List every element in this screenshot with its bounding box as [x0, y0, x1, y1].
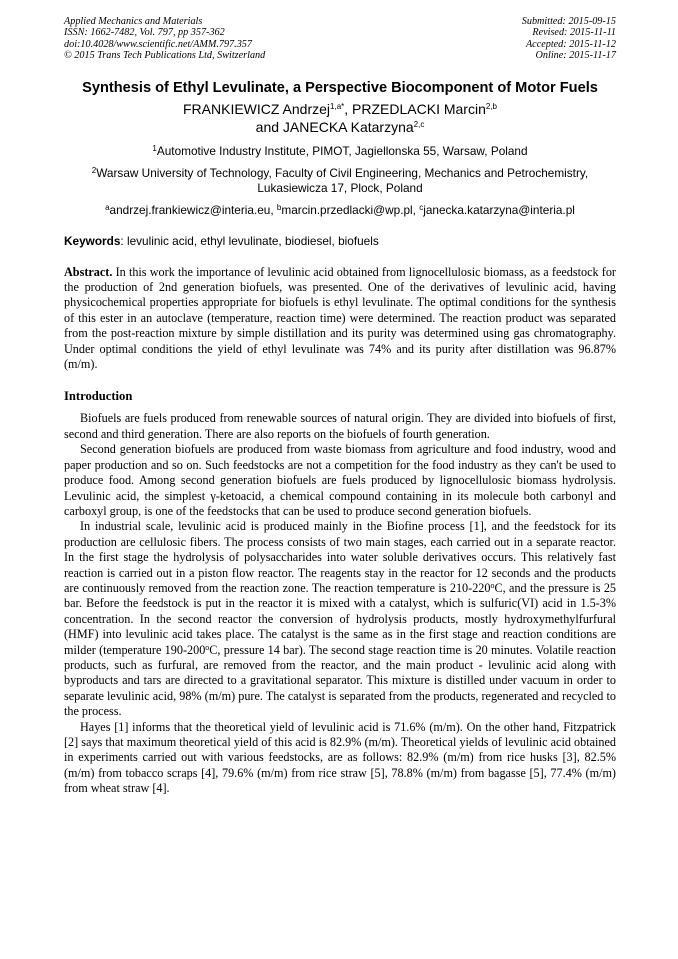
journal-issn: ISSN: 1662-7482, Vol. 797, pp 357-362	[64, 27, 225, 39]
affiliation-text: Automotive Industry Institute, PIMOT, Jagiellonska 55, Warsaw, Poland	[156, 143, 528, 158]
author-name: JANECKA Katarzyna	[282, 118, 414, 135]
email-mark: b	[276, 202, 282, 212]
email-address: andrzej.frankiewicz@interia.eu,	[109, 202, 277, 217]
submission-dates	[522, 16, 616, 62]
email-address: marcin.przedlacki@wp.pl,	[281, 202, 420, 217]
affiliation-mark: 1	[152, 143, 157, 153]
affiliation-1	[64, 144, 616, 159]
date-revised: Revised: 2015-11-11	[532, 27, 616, 39]
author-affiliation-mark: 2,b	[485, 101, 497, 111]
intro-paragraph-3	[64, 519, 616, 719]
email-mark: c	[419, 202, 424, 212]
author-affiliation-mark: 1,a*	[330, 101, 345, 111]
abstract-text: In this work the importance of levulinic acid obtained from lignocellulosic biomass, as a feedstock for the production of 2nd generation biofuels, was presented. One of the derivatives of levulinic acid, having physicochemical properties appropriate for biofuels is ethyl levulinate. The optimal conditions for the synthesis of this ester in an autoclave (temperature, reaction time) were determined. The reaction product was separated from the post-reaction mixture by simple distillation and its purity was determined using gas chromatography. Under optimal conditions the yield of ethyl levulinate was 74% and its purity after distillation was 96.87% (m/m).	[64, 264, 616, 372]
intro-paragraph-1: Biofuels are fuels produced from renewable sources of natural origin. They are divided into biofuels of first, second and third generation. There are also reports on the biofuels of fourth generation.	[64, 411, 616, 441]
keywords-label: Keywords	[64, 233, 121, 248]
section-heading-introduction: Introduction	[64, 389, 133, 404]
date-submitted: Submitted: 2015-09-15	[521, 16, 616, 27]
author-list	[64, 100, 616, 136]
author-name: PRZEDLACKI Marcin	[352, 100, 486, 117]
abstract	[64, 265, 616, 373]
intro-paragraph-4: Hayes [1] informs that the theoretical yield of levulinic acid is 71.6% (m/m). On the other hand, Fitzpatrick [2] says that maximum theoretical yield of this acid is 82.9% (m/m). Theoretical yields of levulinic acid obtained in experiments carried out with various feedstocks, are as follows: 82.9% (m/m) from rice husks [3], 82.5% (m/m) from tobacco scraps [4], 79.6% (m/m) from rice straw [5], 78.8% (m/m) from bagasse [5], 77.4% (m/m) from wheat straw [4].	[64, 719, 616, 796]
affiliation-2	[64, 166, 616, 196]
paragraph-text: In industrial scale, levulinic acid is produced mainly in the Biofine process [1], and the feedstock for its production are cellulosic fibers. The process consists of two main stages, each carried out in a separate reactor. In the first stage the hydrolysis of polysaccharides into water soluble derivatives occurs. This relatively fast reaction is carried out in a piston flow reactor. The reagents stay in the reactor for 12 seconds and the products are continuously removed from the reaction zone. The reaction temperature is 210-220	[64, 519, 616, 595]
author-separator: ,	[344, 100, 353, 117]
intro-paragraph-2: Second generation biofuels are produced from waste biomass from agriculture and food industry, wood and paper production and so on. Such feedstocks are not a competition for the food industry as they can't be used to produce food. Among second generation biofuels are fuels produced by lignocellulosic biomass hydrolysis. Levulinic acid, the simplest γ-ketoacid, a chemical compound containing in its molecule both carbonyl and carboxyl group, is one of the feedstocks that can be used to produce second generation biofuels.	[64, 442, 616, 518]
journal-doi: doi:10.4028/www.scientific.net/AMM.797.357	[64, 38, 252, 50]
date-online: Online: 2015-11-17	[535, 50, 616, 62]
keywords-text: : levulinic acid, ethyl levulinate, biodiesel, biofuels	[120, 233, 379, 248]
author-conjunction: and	[255, 118, 283, 135]
paper-page	[64, 16, 616, 797]
affiliation-text: Warsaw University of Technology, Faculty of Civil Engineering, Mechanics and Petrochemistry, Lukasiewicza 17, Plock, Poland	[96, 165, 589, 195]
author-name: FRANKIEWICZ Andrzej	[183, 100, 331, 117]
journal-copyright: © 2015 Trans Tech Publications Ltd, Switzerland	[64, 50, 266, 62]
degree-mark: o	[205, 642, 210, 652]
date-accepted: Accepted: 2015-11-12	[525, 38, 616, 50]
journal-name: Applied Mechanics and Materials	[64, 16, 203, 27]
email-mark: a	[105, 202, 110, 212]
journal-info	[64, 16, 265, 62]
degree-mark: o	[490, 580, 495, 590]
affiliation-mark: 2	[91, 165, 97, 175]
author-emails	[64, 203, 616, 218]
paragraph-text: C, and the pressure is 25 bar. Before the feedstock is put in the reactor it is mixed with a catalyst, which is sulfuric(VI) acid in 1.5-3% concentration. In the second reactor the conversion of hydrolysis products, mostly hydroxymethylfurfural (HMF) into levulinic acid takes place. The catalyst is the same as in the first stage and reaction conditions are milder (temperature 190-200	[64, 580, 617, 657]
paragraph-text: C, pressure 14 bar). The second stage reaction time is 20 minutes. Volatile reaction products, such as furfural, are removed from the reactor, and the main product - levulinic acid along with byproducts and tars are directed to a gravitational separator. This mixture is distilled under vacuum in order to separate levulinic acid, 98% (m/m) pure. The catalyst is separated from the products, regenerated and recycled to the process.	[64, 642, 617, 719]
paper-title: Synthesis of Ethyl Levulinate, a Perspective Biocomponent of Motor Fuels	[82, 79, 598, 96]
abstract-label: Abstract.	[64, 264, 113, 279]
journal-header	[64, 16, 616, 62]
keywords	[64, 234, 616, 249]
author-affiliation-mark: 2,c	[413, 119, 425, 129]
email-address: janecka.katarzyna@interia.pl	[423, 202, 575, 217]
